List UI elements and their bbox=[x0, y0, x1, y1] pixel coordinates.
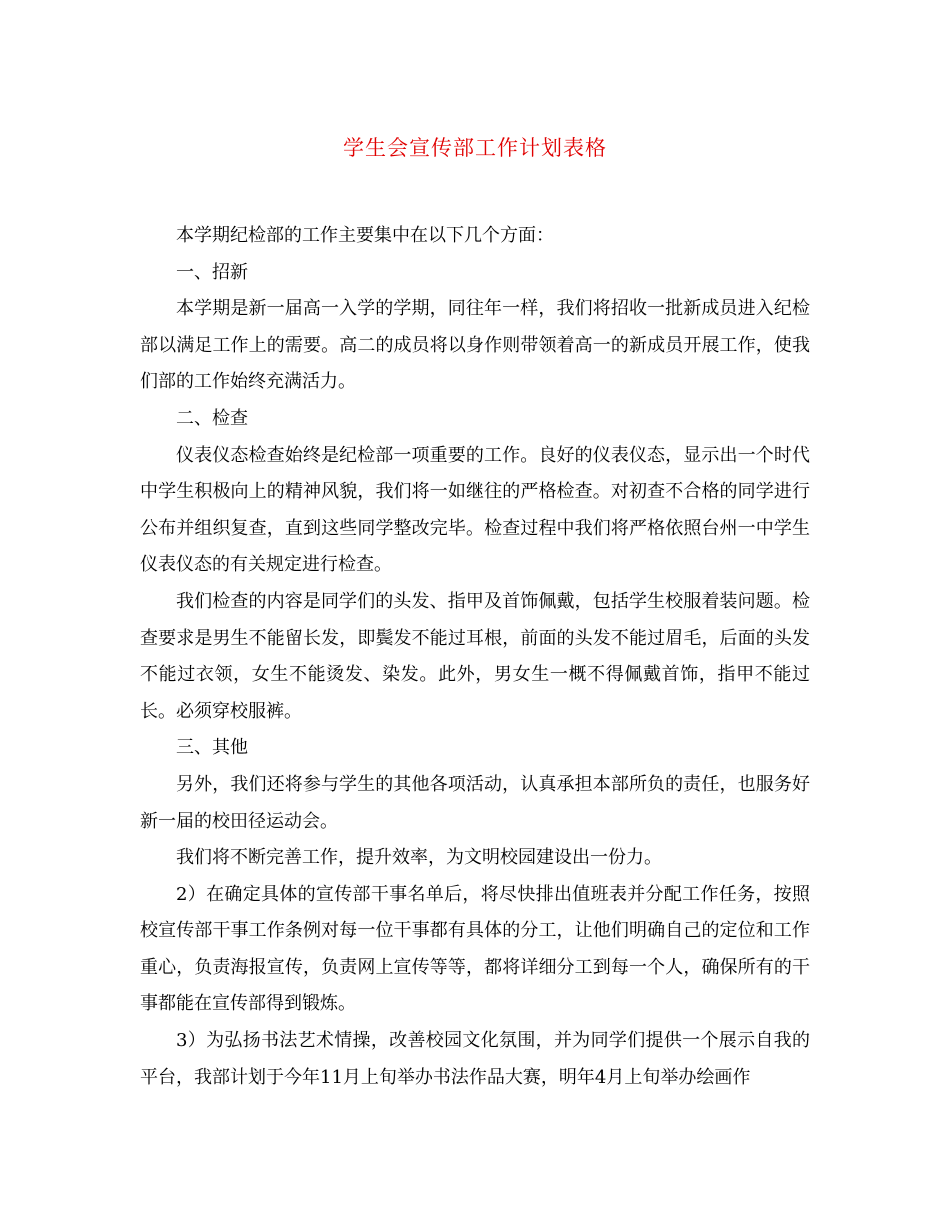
document-body bbox=[140, 218, 810, 1096]
section-heading-recruit: 一、招新 bbox=[176, 261, 248, 283]
paragraph-inspection: 仪表仪态检查始终是纪检部一项重要的工作。良好的仪表仪态，显示出一个时代中学生积极向上的精神风貌，我们将一如继往的严格检查。对初查不合格的同学进行公布并组织复查，直到这些同学整改完毕。检查过程中我们将严格依照台州一中学生仪表仪态的有关规定进行检查。 bbox=[140, 444, 810, 576]
paragraph-item-3: 3）为弘扬书法艺术情操，改善校园文化氛围，并为同学们提供一个展示自我的平台，我部计划于今年11月上旬举办书法作品大赛，明年4月上旬举办绘画作 bbox=[140, 1030, 810, 1088]
paragraph-commitment: 我们将不断完善工作，提升效率，为文明校园建设出一份力。 bbox=[176, 847, 662, 869]
paragraph-item-2: 2）在确定具体的宣传部干事名单后，将尽快排出值班表并分配工作任务，按照校宣传部干事工作条例对每一位干事都有具体的分工，让他们明确自己的定位和工作重心，负责海报宣传，负责网上宣传等等，都将详细分工到每一个人，确保所有的干事都能在宣传部得到锻炼。 bbox=[140, 883, 810, 1015]
paragraph-other: 另外，我们还将参与学生的其他各项活动，认真承担本部所负的责任，也服务好新一届的校田径运动会。 bbox=[140, 773, 810, 832]
section-heading-inspection: 二、检查 bbox=[176, 407, 248, 429]
section-heading-other: 三、其他 bbox=[176, 737, 248, 759]
paragraph-intro: 本学期纪检部的工作主要集中在以下几个方面： bbox=[176, 225, 554, 246]
document-title: 学生会宣传部工作计划表格 bbox=[343, 136, 607, 160]
paragraph-recruit: 本学期是新一届高一入学的学期，同往年一样，我们将招收一批新成员进入纪检部以满足工作上的需要。高二的成员将以身作则带领着高一的新成员开展工作，使我们部的工作始终充满活力。 bbox=[140, 298, 810, 393]
paragraph-inspection-content: 我们检查的内容是同学们的头发、指甲及首饰佩戴，包括学生校服着装问题。检查要求是男生不能留长发，即鬓发不能过耳根，前面的头发不能过眉毛，后面的头发不能过衣领，女生不能烫发、染发。此外，男女生一概不得佩戴首饰，指甲不能过长。必须穿校服裤。 bbox=[140, 590, 810, 722]
